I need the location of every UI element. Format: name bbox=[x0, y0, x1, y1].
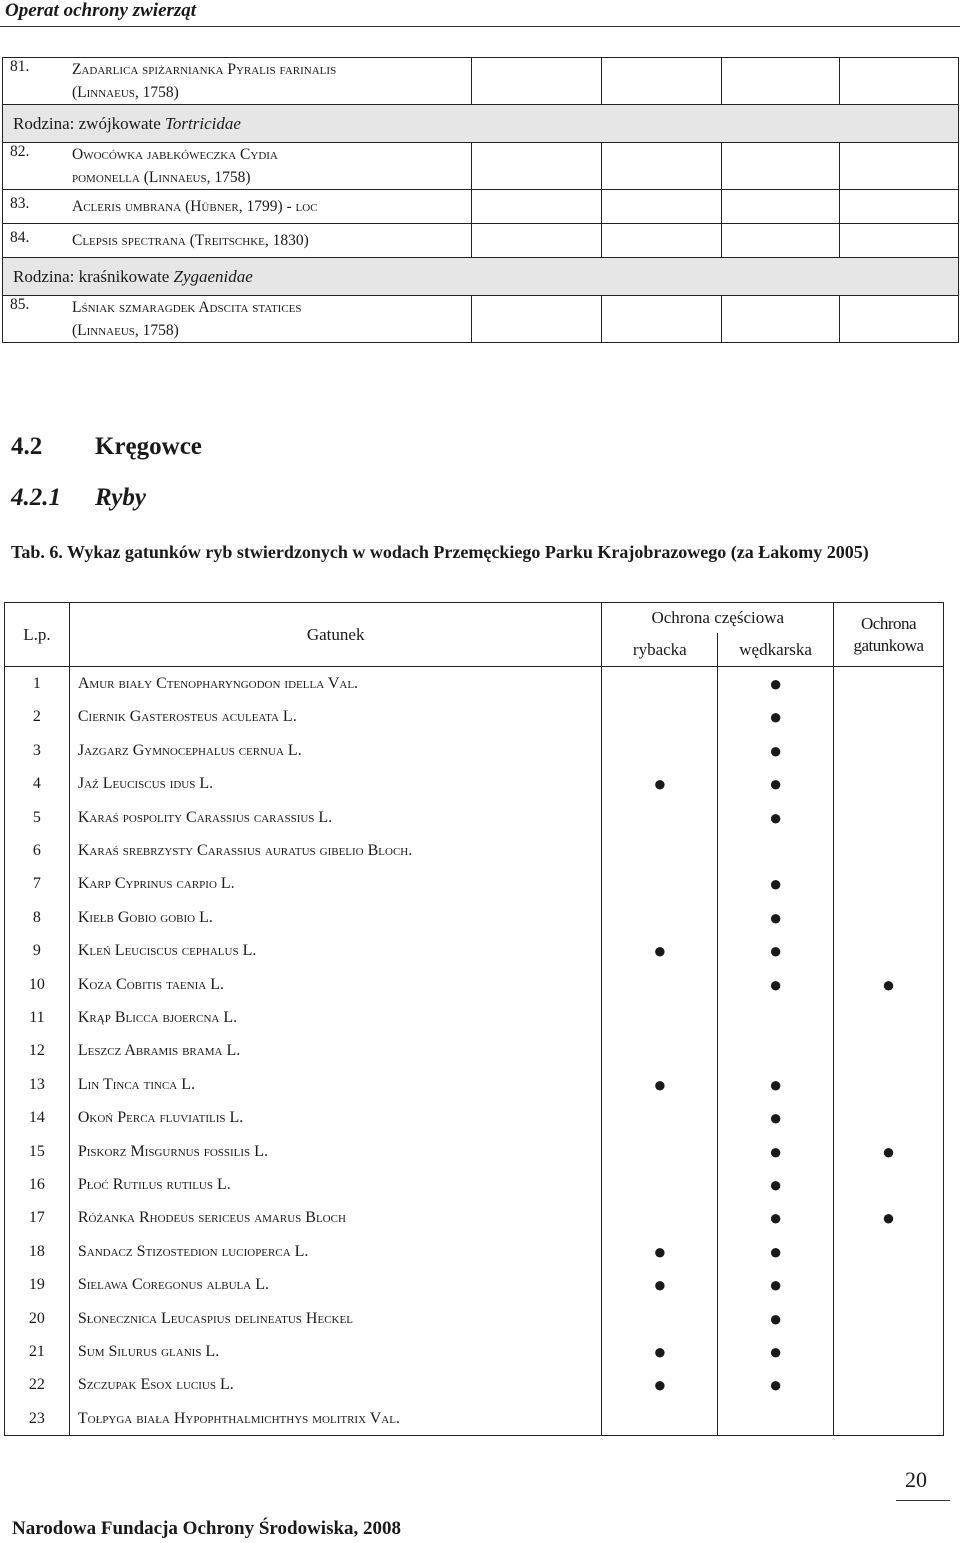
header-divider bbox=[0, 26, 960, 27]
empty-cell bbox=[722, 58, 840, 105]
section-heading-vertebrates: 4.2 Kręgowce bbox=[11, 433, 202, 460]
protection-cell bbox=[834, 1135, 944, 1168]
protection-cell bbox=[834, 1302, 944, 1335]
row-lp: 15 bbox=[5, 1135, 70, 1168]
fishing-cell bbox=[602, 1168, 718, 1201]
dot-icon: ● bbox=[768, 804, 783, 830]
row-species-name: Koza Cobitis taenia L. bbox=[69, 968, 602, 1001]
fishing-cell bbox=[602, 1335, 718, 1368]
row-species-name: Karaś srebrzysty Carassius auratus gibelio Bloch. bbox=[69, 834, 602, 867]
empty-cell bbox=[471, 190, 602, 224]
fishing-cell bbox=[602, 1001, 718, 1034]
empty-cell bbox=[471, 224, 602, 258]
row-species-name: Sielawa Coregonus albula L. bbox=[69, 1268, 602, 1301]
row-lp: 11 bbox=[5, 1001, 70, 1034]
fishing-cell bbox=[602, 1068, 718, 1101]
table-row bbox=[5, 1235, 944, 1268]
page-number: 20 bbox=[905, 1467, 927, 1492]
species-row-cell: 82. Owocówka jabłkóweczka Cydia pomonella (Linnaeus, 1758) bbox=[3, 143, 472, 190]
row-lp: 4 bbox=[5, 768, 70, 801]
dot-icon: ● bbox=[768, 1071, 783, 1097]
fishing-cell bbox=[602, 1101, 718, 1134]
dot-icon: ● bbox=[653, 771, 667, 797]
angling-cell bbox=[718, 1135, 834, 1168]
table-row bbox=[5, 1101, 944, 1134]
fishing-cell bbox=[602, 1135, 718, 1168]
row-lp: 18 bbox=[5, 1235, 70, 1268]
row-species-name: Płoć Rutilus rutilus L. bbox=[69, 1168, 602, 1201]
angling-cell bbox=[718, 734, 834, 767]
protection-cell bbox=[834, 1101, 944, 1134]
dot-icon: ● bbox=[768, 1105, 783, 1131]
fishing-cell bbox=[602, 1369, 718, 1402]
angling-cell bbox=[718, 935, 834, 968]
empty-cell bbox=[722, 224, 840, 258]
dot-icon: ● bbox=[768, 1238, 783, 1264]
header-lp: L.p. bbox=[5, 603, 70, 667]
angling-cell bbox=[718, 1402, 834, 1436]
angling-cell bbox=[718, 1101, 834, 1134]
dot-icon: ● bbox=[768, 938, 783, 964]
header-fishing: rybacka bbox=[602, 633, 718, 667]
protection-cell bbox=[834, 1001, 944, 1034]
page-number-rule bbox=[896, 1500, 950, 1501]
fishing-cell bbox=[602, 1302, 718, 1335]
subsection-heading-fish: 4.2.1 Ryby bbox=[11, 484, 146, 511]
row-species-name: Kiełb Gobio gobio L. bbox=[69, 901, 602, 934]
table-row bbox=[5, 801, 944, 834]
row-species-name: Jaź Leuciscus idus L. bbox=[69, 768, 602, 801]
empty-cell bbox=[471, 296, 602, 343]
angling-cell bbox=[718, 1268, 834, 1301]
row-species-name: Słonecznica Leucaspius delineatus Heckel bbox=[69, 1302, 602, 1335]
row-species-name: Kleń Leuciscus cephalus L. bbox=[69, 935, 602, 968]
table-row bbox=[5, 834, 944, 867]
fishing-cell bbox=[602, 768, 718, 801]
empty-cell bbox=[840, 190, 959, 224]
angling-cell bbox=[718, 1235, 834, 1268]
header-species-protection: Ochrona gatunkowa bbox=[834, 603, 944, 667]
empty-cell bbox=[471, 58, 602, 105]
dot-icon: ● bbox=[768, 1305, 783, 1331]
species-row-cell: 81. Zadarlica spiżarnianka Pyralis farinalis (Linnaeus, 1758) bbox=[3, 58, 472, 105]
row-species-name: Jazgarz Gymnocephalus cernua L. bbox=[69, 734, 602, 767]
row-lp: 21 bbox=[5, 1335, 70, 1368]
angling-cell bbox=[718, 1001, 834, 1034]
protection-cell bbox=[834, 667, 944, 701]
angling-cell bbox=[718, 1202, 834, 1235]
protection-cell bbox=[834, 1068, 944, 1101]
dot-icon: ● bbox=[768, 971, 783, 997]
document-header-title: Operat ochrony zwierząt bbox=[5, 0, 197, 21]
row-lp: 20 bbox=[5, 1302, 70, 1335]
table-row bbox=[5, 1168, 944, 1201]
table-caption: Tab. 6. Wykaz gatunków ryb stwierdzonych w wodach Przemęckiego Parku Krajobrazowego (za Łakomy 2005) bbox=[11, 542, 869, 562]
fishing-cell bbox=[602, 801, 718, 834]
angling-cell bbox=[718, 701, 834, 734]
family-row: Rodzina: kraśnikowate Zygaenidae bbox=[3, 258, 959, 296]
table-row bbox=[5, 1335, 944, 1368]
row-species-name: Lin Tinca tinca L. bbox=[69, 1068, 602, 1101]
row-species-name: Szczupak Esox lucius L. bbox=[69, 1369, 602, 1402]
table-row bbox=[5, 1302, 944, 1335]
row-lp: 5 bbox=[5, 801, 70, 834]
dot-icon: ● bbox=[881, 971, 896, 997]
dot-icon: ● bbox=[768, 871, 783, 897]
table-row bbox=[5, 734, 944, 767]
table-row bbox=[5, 768, 944, 801]
protection-cell bbox=[834, 734, 944, 767]
protection-cell bbox=[834, 834, 944, 867]
fishing-cell bbox=[602, 734, 718, 767]
species-row-cell: 84. Clepsis spectrana (Treitschke, 1830) bbox=[3, 224, 472, 258]
header-angling: wędkarska bbox=[718, 633, 834, 667]
row-lp: 12 bbox=[5, 1035, 70, 1068]
table-row bbox=[5, 968, 944, 1001]
table-row bbox=[5, 1402, 944, 1436]
dot-icon: ● bbox=[768, 904, 783, 930]
angling-cell bbox=[718, 1035, 834, 1068]
row-lp: 22 bbox=[5, 1369, 70, 1402]
protection-cell bbox=[834, 1035, 944, 1068]
dot-icon: ● bbox=[881, 1138, 896, 1164]
protection-cell bbox=[834, 1235, 944, 1268]
row-lp: 19 bbox=[5, 1268, 70, 1301]
dot-icon: ● bbox=[768, 671, 783, 697]
fishing-cell bbox=[602, 701, 718, 734]
protection-cell bbox=[834, 968, 944, 1001]
empty-cell bbox=[840, 296, 959, 343]
dot-icon: ● bbox=[768, 1205, 783, 1231]
angling-cell bbox=[718, 801, 834, 834]
row-lp: 13 bbox=[5, 1068, 70, 1101]
angling-cell bbox=[718, 834, 834, 867]
table-row bbox=[5, 1369, 944, 1402]
fish-species-table bbox=[4, 602, 944, 1436]
protection-cell bbox=[834, 1335, 944, 1368]
protection-cell bbox=[834, 1268, 944, 1301]
header-species: Gatunek bbox=[69, 603, 602, 667]
row-lp: 16 bbox=[5, 1168, 70, 1201]
fishing-cell bbox=[602, 868, 718, 901]
row-lp: 1 bbox=[5, 667, 70, 701]
empty-cell bbox=[602, 296, 722, 343]
dot-icon: ● bbox=[768, 737, 783, 763]
protection-cell bbox=[834, 901, 944, 934]
protection-cell bbox=[834, 868, 944, 901]
row-lp: 10 bbox=[5, 968, 70, 1001]
dot-icon: ● bbox=[768, 704, 783, 730]
angling-cell bbox=[718, 901, 834, 934]
angling-cell bbox=[718, 667, 834, 701]
dot-icon: ● bbox=[653, 1238, 667, 1264]
row-lp: 6 bbox=[5, 834, 70, 867]
empty-cell bbox=[602, 58, 722, 105]
table-row bbox=[5, 667, 944, 701]
row-lp: 23 bbox=[5, 1402, 70, 1436]
table-row bbox=[5, 1068, 944, 1101]
row-lp: 3 bbox=[5, 734, 70, 767]
fishing-cell bbox=[602, 1202, 718, 1235]
fishing-cell bbox=[602, 667, 718, 701]
row-species-name: Krąp Blicca bjoercna L. bbox=[69, 1001, 602, 1034]
dot-icon: ● bbox=[653, 1372, 667, 1398]
row-lp: 14 bbox=[5, 1101, 70, 1134]
fishing-cell bbox=[602, 968, 718, 1001]
header-partial-protection: Ochrona częściowa bbox=[602, 603, 834, 634]
family-row: Rodzina: zwójkowate Tortricidae bbox=[3, 105, 959, 143]
protection-cell bbox=[834, 1168, 944, 1201]
empty-cell bbox=[722, 143, 840, 190]
fishing-cell bbox=[602, 1035, 718, 1068]
row-species-name: Karaś pospolity Carassius carassius L. bbox=[69, 801, 602, 834]
dot-icon: ● bbox=[881, 1205, 896, 1231]
row-species-name: Różanka Rhodeus sericeus amarus Bloch bbox=[69, 1202, 602, 1235]
table-row bbox=[5, 1035, 944, 1068]
row-species-name: Amur biały Ctenopharyngodon idella Val. bbox=[69, 667, 602, 701]
species-row-cell: 83. Acleris umbrana (Hübner, 1799) - loc bbox=[3, 190, 472, 224]
empty-cell bbox=[840, 58, 959, 105]
protection-cell bbox=[834, 1202, 944, 1235]
protection-cell bbox=[834, 1402, 944, 1436]
row-species-name: Karp Cyprinus carpio L. bbox=[69, 868, 602, 901]
fishing-cell bbox=[602, 834, 718, 867]
angling-cell bbox=[718, 768, 834, 801]
angling-cell bbox=[718, 968, 834, 1001]
dot-icon: ● bbox=[768, 1171, 783, 1197]
empty-cell bbox=[602, 224, 722, 258]
dot-icon: ● bbox=[768, 1372, 783, 1398]
dot-icon: ● bbox=[768, 1272, 783, 1298]
angling-cell bbox=[718, 1168, 834, 1201]
empty-cell bbox=[602, 143, 722, 190]
row-lp: 8 bbox=[5, 901, 70, 934]
dot-icon: ● bbox=[653, 1071, 667, 1097]
dot-icon: ● bbox=[653, 1272, 667, 1298]
row-species-name: Piskorz Misgurnus fossilis L. bbox=[69, 1135, 602, 1168]
protection-cell bbox=[834, 801, 944, 834]
dot-icon: ● bbox=[768, 1138, 783, 1164]
table-row bbox=[5, 1268, 944, 1301]
table-row bbox=[5, 935, 944, 968]
dot-icon: ● bbox=[768, 771, 783, 797]
table-row bbox=[5, 901, 944, 934]
empty-cell bbox=[602, 190, 722, 224]
empty-cell bbox=[471, 143, 602, 190]
row-lp: 9 bbox=[5, 935, 70, 968]
table-row bbox=[5, 701, 944, 734]
angling-cell bbox=[718, 1302, 834, 1335]
species-row-cell: 85. Lśniak szmaragdek Adscita statices (Linnaeus, 1758) bbox=[3, 296, 472, 343]
angling-cell bbox=[718, 868, 834, 901]
row-species-name: Ciernik Gasterosteus aculeata L. bbox=[69, 701, 602, 734]
angling-cell bbox=[718, 1068, 834, 1101]
row-lp: 17 bbox=[5, 1202, 70, 1235]
fishing-cell bbox=[602, 935, 718, 968]
protection-cell bbox=[834, 768, 944, 801]
empty-cell bbox=[722, 296, 840, 343]
empty-cell bbox=[722, 190, 840, 224]
row-species-name: Sum Silurus glanis L. bbox=[69, 1335, 602, 1368]
row-species-name: Sandacz Stizostedion lucioperca L. bbox=[69, 1235, 602, 1268]
table-row bbox=[5, 1202, 944, 1235]
table-row bbox=[5, 1001, 944, 1034]
fishing-cell bbox=[602, 1402, 718, 1436]
table-row bbox=[5, 868, 944, 901]
table-row bbox=[5, 1135, 944, 1168]
protection-cell bbox=[834, 1369, 944, 1402]
empty-cell bbox=[840, 143, 959, 190]
row-lp: 2 bbox=[5, 701, 70, 734]
row-species-name: Leszcz Abramis brama L. bbox=[69, 1035, 602, 1068]
fishing-cell bbox=[602, 901, 718, 934]
protection-cell bbox=[834, 701, 944, 734]
empty-cell bbox=[840, 224, 959, 258]
fishing-cell bbox=[602, 1268, 718, 1301]
dot-icon: ● bbox=[653, 938, 667, 964]
row-lp: 7 bbox=[5, 868, 70, 901]
species-list-table bbox=[2, 57, 959, 343]
row-species-name: Tołpyga biała Hypophthalmichthys molitrix Val. bbox=[69, 1402, 602, 1436]
angling-cell bbox=[718, 1335, 834, 1368]
protection-cell bbox=[834, 935, 944, 968]
dot-icon: ● bbox=[653, 1338, 667, 1364]
dot-icon: ● bbox=[768, 1338, 783, 1364]
row-species-name: Okoń Perca fluviatilis L. bbox=[69, 1101, 602, 1134]
document-footer: Narodowa Fundacja Ochrony Środowiska, 2008 bbox=[12, 1518, 402, 1539]
fishing-cell bbox=[602, 1235, 718, 1268]
angling-cell bbox=[718, 1369, 834, 1402]
